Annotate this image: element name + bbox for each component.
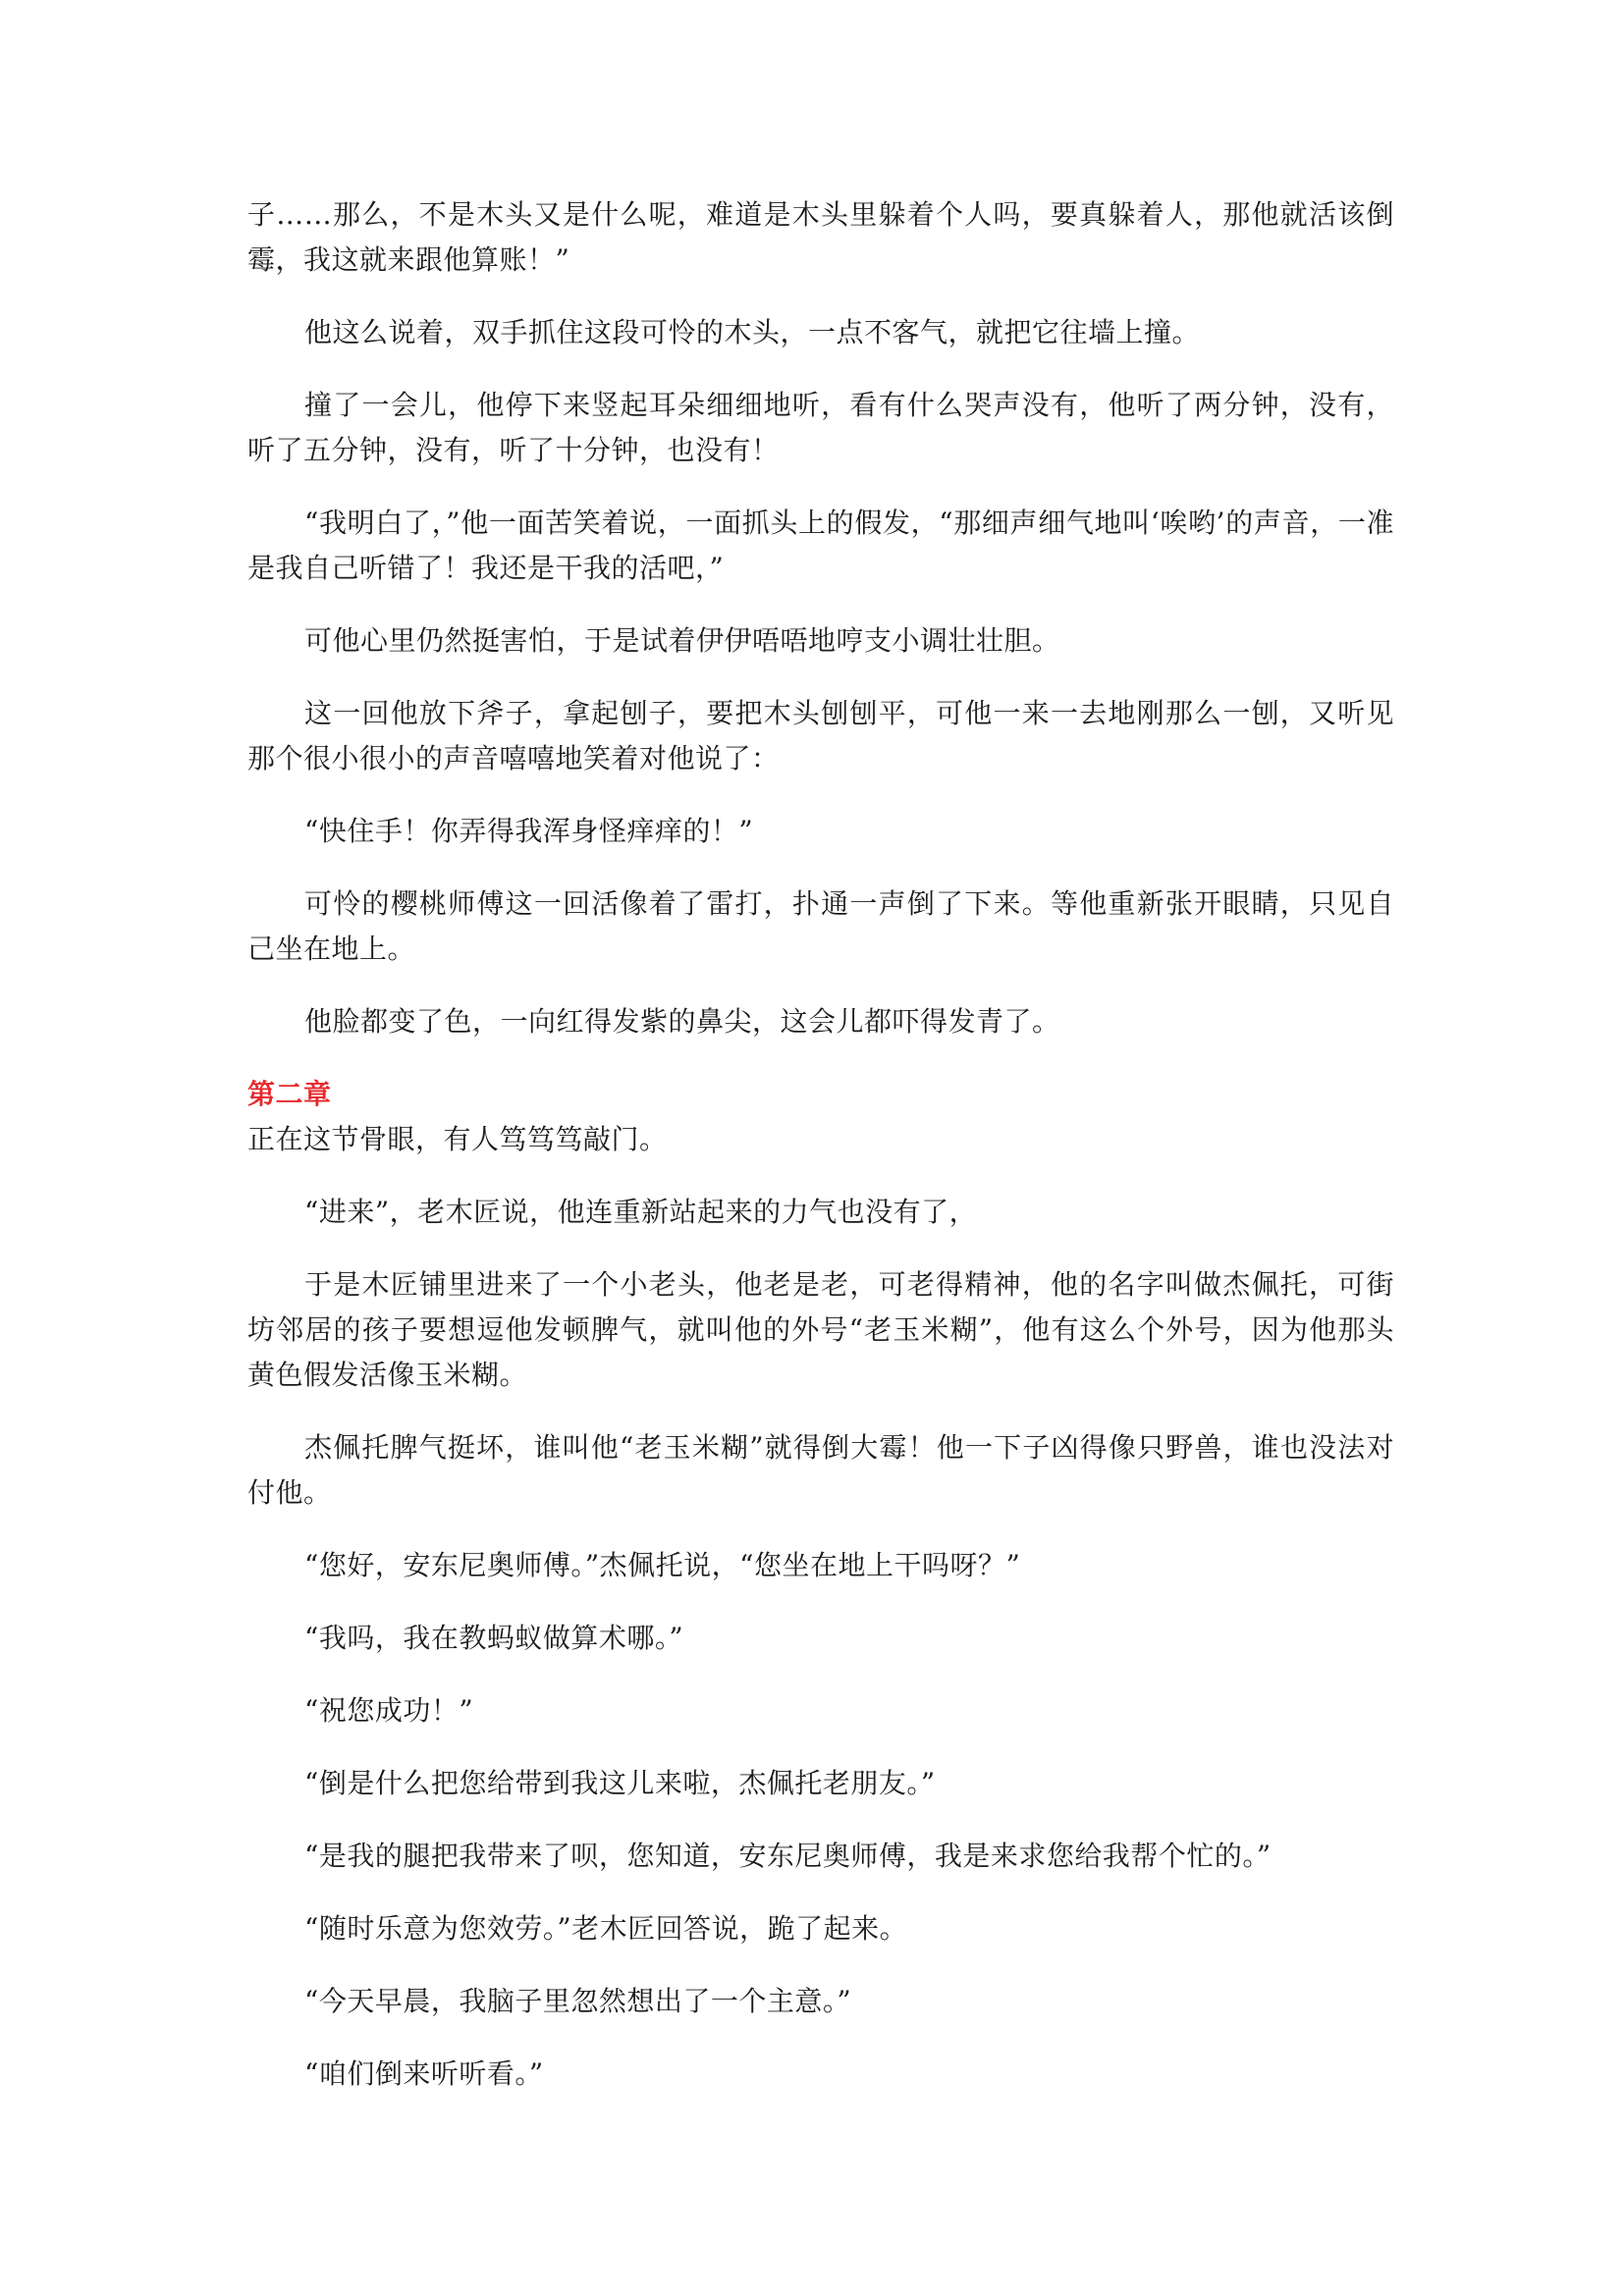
paragraph: 这一回他放下斧子，拿起刨子，要把木头刨刨平，可他一来一去地刚那么一刨，又听见那个很小很小的声音嘻嘻地笑着对他说了： xyxy=(247,697,1394,774)
paragraph: “您好，安东尼奥师傅。”杰佩托说，“您坐在地上干吗呀？” xyxy=(304,1549,1021,1581)
paragraph: 可他心里仍然挺害怕，于是试着伊伊唔唔地哼支小调壮壮胆。 xyxy=(304,624,1060,657)
paragraph: “随时乐意为您效劳。”老木匠回答说，跪了起来。 xyxy=(304,1912,908,1945)
document-page xyxy=(247,192,1394,2124)
chapter-title: 第二章 xyxy=(247,1078,332,1110)
paragraph: 正在这节骨眼，有人笃笃笃敲门。 xyxy=(247,1123,668,1155)
paragraph: 子……那么，不是木头又是什么呢，难道是木头里躲着个人吗，要真躲着人，那他就活该倒霉，我这就来跟他算账！” xyxy=(247,198,1394,276)
paragraph: 撞了一会儿，他停下来竖起耳朵细细地听，看有什么哭声没有，他听了两分钟，没有，听了五分钟，没有，听了十分钟，也没有！ xyxy=(247,389,1394,466)
paragraph: 他这么说着，双手抓住这段可怜的木头，一点不客气，就把它往墙上撞。 xyxy=(304,316,1201,348)
paragraph: “今天早晨，我脑子里忽然想出了一个主意。” xyxy=(304,1985,852,2017)
paragraph: 杰佩托脾气挺坏，谁叫他“老玉米糊”就得倒大霉！他一下子凶得像只野兽，谁也没法对付他。 xyxy=(247,1431,1394,1509)
paragraph: “我吗，我在教蚂蚁做算术哪。” xyxy=(304,1622,684,1654)
paragraph: “快住手！你弄得我浑身怪痒痒的！” xyxy=(304,815,754,847)
paragraph: 于是木匠铺里进来了一个小老头，他老是老，可老得精神，他的名字叫做杰佩托，可街坊邻居的孩子要想逗他发顿脾气，就叫他的外号“老玉米糊”，他有这么个外号，因为他那头黄色假发活像玉米糊。 xyxy=(247,1268,1394,1391)
paragraph: 可怜的樱桃师傅这一回活像着了雷打，扑通一声倒了下来。等他重新张开眼睛，只见自己坐在地上。 xyxy=(247,887,1394,965)
paragraph: “进来”，老木匠说，他连重新站起来的力气也没有了， xyxy=(304,1196,978,1228)
paragraph: “祝您成功！” xyxy=(304,1694,474,1727)
paragraph: “咱们倒来听听看。” xyxy=(304,2057,544,2090)
paragraph: “倒是什么把您给带到我这儿来啦，杰佩托老朋友。” xyxy=(304,1767,936,1799)
paragraph: “是我的腿把我带来了呗，您知道，安东尼奥师傅，我是来求您给我帮个忙的。” xyxy=(304,1840,1272,1872)
paragraph: “我明白了，”他一面苦笑着说，一面抓头上的假发，“那细声细气地叫‘唉哟’的声音，一准是我自己听错了！我还是干我的活吧，” xyxy=(247,507,1394,584)
paragraph: 他脸都变了色，一向红得发紫的鼻尖，这会儿都吓得发青了。 xyxy=(304,1005,1060,1038)
